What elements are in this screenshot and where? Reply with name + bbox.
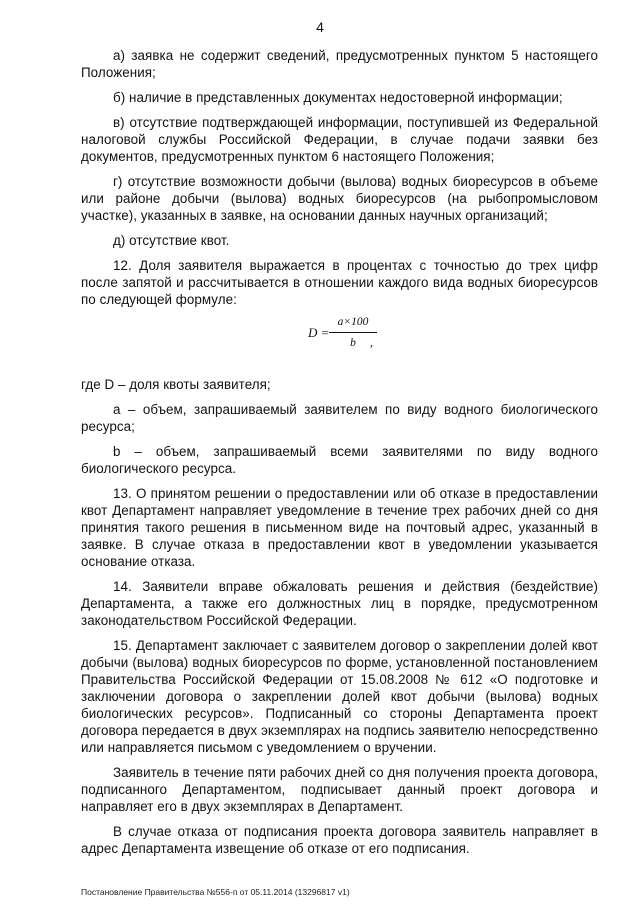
paragraph-15-signing: Заявитель в течение пяти рабочих дней со дня получения проекта договора, подписанного Департаментом, подписывает данный проект договора и направляет его в двух экземплярах в Департамент.: [81, 765, 598, 814]
paragraph-11a: а) заявка не содержит сведений, предусмотренных пунктом 5 настоящего Положения;: [81, 48, 598, 80]
formula-where-b: b – объем, запрашиваемый всеми заявителями по виду водного биологического ресурса.: [81, 444, 598, 476]
paragraph-14: 14. Заявители вправе обжаловать решения и действия (бездействие) Департамента, а также его должностных лиц в порядке, предусмотренном законодательством Российской Федерации.: [81, 579, 598, 628]
paragraph-15-refusal: В случае отказа от подписания проекта договора заявитель направляет в адрес Департамента извещение об отказе от его подписания.: [81, 824, 598, 856]
document-footer: Постановление Правительства №556-п от 05.11.2014 (13296817 v1): [81, 887, 350, 897]
document-body: [81, 47, 598, 865]
paragraph-11g: г) отсутствие возможности добычи (вылова) водных биоресурсов в объеме или районе добычи (вылова) водных биоресурсов (на рыбопромысловом участке), указанных в заявке, на основании данных научных организаций;: [81, 174, 598, 223]
paragraph-13: 13. О принятом решении о предоставлении или об отказе в предоставлении квот Департамент направляет уведомление в течение трех рабочих дней со дня принятия такого решения в письменном виде на почтовый адрес, указанный в заявке. В случае отказа в предоставлении квот в уведомлении указывается основание отказа.: [81, 486, 598, 569]
formula-where-a: а – объем, запрашиваемый заявителем по виду водного биологического ресурса;: [81, 402, 598, 434]
paragraph-11d: д) отсутствие квот.: [113, 233, 230, 248]
formula-numerator: a×100: [329, 314, 377, 333]
share-formula: [81, 316, 598, 356]
paragraph-11b: б) наличие в представленных документах недостоверной информации;: [113, 90, 563, 105]
paragraph-12: 12. Доля заявителя выражается в процентах с точностью до трех цифр после запятой и рассчитывается в отношении каждого вида водных биоресурсов по следующей формуле:: [81, 258, 598, 307]
paragraph-11v: в) отсутствие подтверждающей информации, поступившей из Федеральной налоговой службы Российской Федерации, в случае подачи заявки без документов, предусмотренных пунктом 6 настоящего Положения;: [81, 115, 598, 164]
page-number: 4: [316, 19, 324, 35]
paragraph-15: 15. Департамент заключает с заявителем договор о закреплении долей квот добычи (вылова) водных биоресурсов по форме, установленной постановлением Правительства Российской Федерации от 15.08.2008 № 612 «О подготовке и заключении договора о закреплении долей квот добычи (вылова) водных биологических ресурсов». Подписанный со стороны Департамента проект договора передается в двух экземплярах на подпись заявителю непосредственно или направляется письмом с уведомлением о вручении.: [81, 638, 598, 755]
formula-lhs: D =: [308, 325, 330, 340]
formula-comma: ,: [370, 335, 373, 349]
formula-where-d: где D – доля квоты заявителя;: [81, 377, 271, 392]
formula-denominator: b: [350, 337, 356, 349]
